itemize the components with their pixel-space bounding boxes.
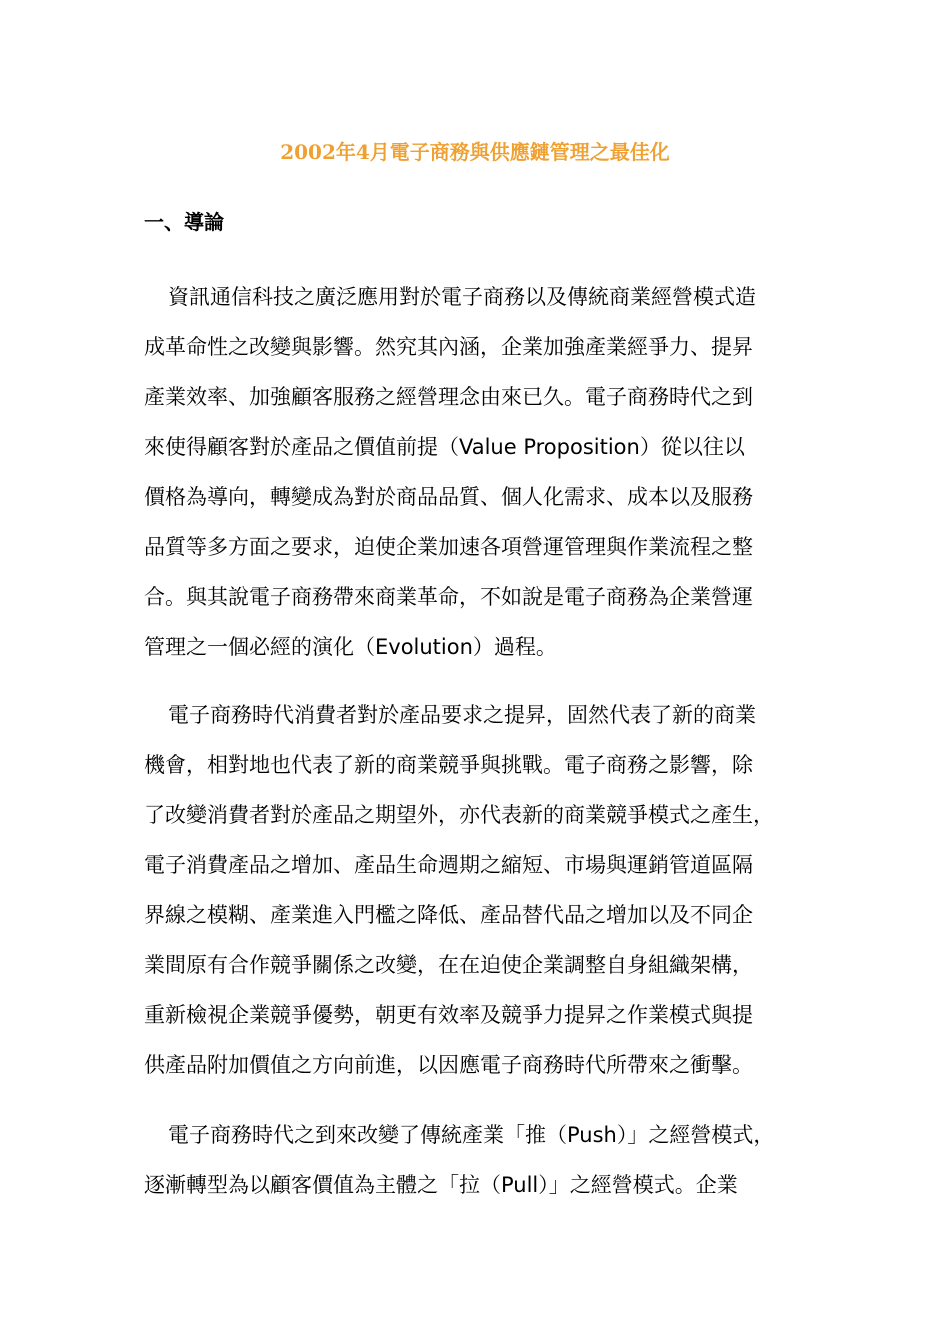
document-title: 2002年4月電子商務與供應鏈管理之最佳化 (280, 140, 670, 164)
paragraph-line: 合。與其說電子商務帶來商業革命，不如說是電子商務為企業營運 (144, 585, 753, 609)
paragraph-line: 資訊通信科技之廣泛應用對於電子商務以及傳統商業經營模式造 (168, 285, 756, 309)
paragraph-line: 來使得顧客對於產品之價值前提（Value Proposition）從以往以 (144, 435, 745, 459)
paragraph-line: 供產品附加價值之方向前進，以因應電子商務時代所帶來之衝擊。 (144, 1053, 753, 1077)
paragraph-line: 電子商務時代消費者對於產品要求之提昇，固然代表了新的商業 (168, 703, 756, 727)
paragraph-line: 品質等多方面之要求，迫使企業加速各項營運管理與作業流程之整 (144, 535, 753, 559)
section-heading: 一、導論 (144, 210, 224, 234)
paragraph-line: 產業效率、加強顧客服務之經營理念由來已久。電子商務時代之到 (144, 385, 753, 409)
paragraph-line: 管理之一個必經的演化（Evolution）過程。 (144, 635, 557, 659)
paragraph-line: 重新檢視企業競爭優勢，朝更有效率及競爭力提昇之作業模式與提 (144, 1003, 753, 1027)
paragraph-line: 業間原有合作競爭關係之改變，在在迫使企業調整自身組織架構， (144, 953, 753, 977)
paragraph-line: 逐漸轉型為以顧客價值為主體之「拉（Pull）」之經營模式。企業 (144, 1173, 738, 1197)
paragraph-line: 界線之模糊、產業進入門檻之降低、產品替代品之增加以及不同企 (144, 903, 753, 927)
paragraph-1 (144, 272, 824, 672)
paragraph-line: 了改變消費者對於產品之期望外，亦代表新的商業競爭模式之產生， (144, 803, 774, 827)
paragraph-2 (144, 690, 824, 1090)
paragraph-line: 成革命性之改變與影響。然究其內涵，企業加強產業經爭力、提昇 (144, 335, 753, 359)
paragraph-3 (144, 1110, 824, 1210)
paragraph-line: 價格為導向，轉變成為對於商品品質、個人化需求、成本以及服務 (144, 485, 753, 509)
paragraph-line: 機會，相對地也代表了新的商業競爭與挑戰。電子商務之影響，除 (144, 753, 753, 777)
paragraph-line: 電子消費產品之增加、產品生命週期之縮短、市場與運銷管道區隔 (144, 853, 753, 877)
paragraph-line: 電子商務時代之到來改變了傳統產業「推（Push）」之經營模式， (168, 1123, 775, 1147)
